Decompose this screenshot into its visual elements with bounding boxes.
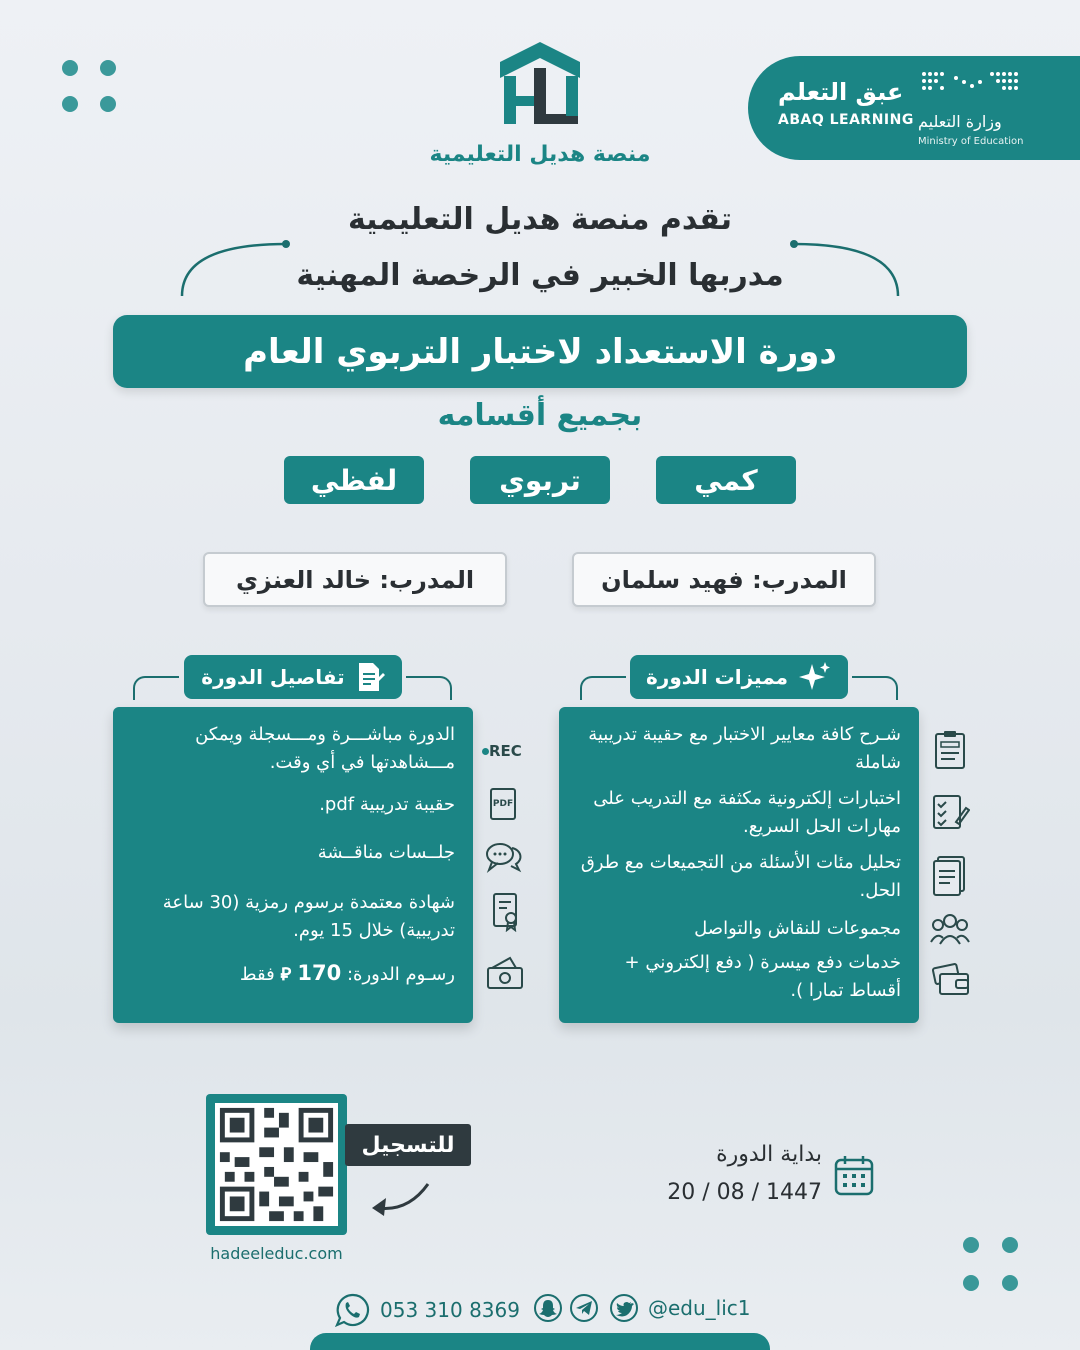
detail-item: شهادة معتمدة برسوم رمزية (30 ساعة تدريبية) خلال 15 يوم. [162, 892, 455, 941]
website-link[interactable]: hadeeleduc.com [210, 1244, 343, 1263]
trainer-box-1 [572, 552, 876, 607]
trainer-name: المدرب: خالد العنزي [235, 565, 475, 594]
course-title-bar [113, 315, 967, 388]
telegram-icon[interactable] [570, 1294, 598, 1322]
feature-item: اختبارات إلكترونية مكثفة مع التدريب على مهارات الحل السريع. [593, 788, 901, 837]
phone-number[interactable]: 053 310 8369 [380, 1298, 520, 1322]
arrow-icon [368, 1178, 434, 1222]
qr-code-icon [215, 1103, 338, 1226]
bottom-bar [310, 1333, 770, 1350]
course-subtitle: بجميع أقسامه [437, 398, 643, 433]
riyal-icon: ⃁ [280, 964, 298, 985]
rec-icon [482, 742, 522, 760]
intro-line-2: مدربها الخبير في الرخصة المهنية [296, 258, 784, 293]
moe-name-en: Ministry of Education [918, 136, 1024, 147]
features-card [559, 707, 919, 1023]
decor-dot [963, 1237, 979, 1253]
features-tab [630, 655, 848, 699]
section-pill-educational: تربوي [470, 456, 610, 504]
feature-item: شـرح كافة معايير الاختبار مع حقيبة تدريبية شاملة [588, 724, 901, 773]
decor-dot [963, 1275, 979, 1291]
details-tab [184, 655, 402, 699]
decor-dot [100, 96, 116, 112]
analysis-icon [930, 855, 970, 897]
intro-line-1: تقدم منصة هديل التعليمية [347, 202, 733, 237]
fee-amount: 170 [297, 961, 342, 985]
money-icon [484, 954, 526, 992]
trainer-box-2 [203, 552, 507, 607]
snapchat-icon[interactable] [534, 1294, 562, 1322]
contact-row [330, 1290, 760, 1330]
document-icon [355, 661, 385, 693]
section-pill-verbal: لفظي [284, 456, 424, 504]
decor-line [133, 676, 179, 700]
twitter-icon[interactable] [610, 1294, 638, 1322]
rec-label: REC [489, 742, 522, 760]
course-title: دورة الاستعداد لاختبار التربوي العام [243, 331, 837, 372]
section-pill-quantitative: كمي [656, 456, 796, 504]
moe-name-ar: وزارة التعليم [918, 112, 1002, 131]
decor-dot [62, 60, 78, 76]
course-start [640, 1140, 880, 1220]
exam-icon [932, 730, 968, 770]
details-card [113, 707, 473, 1023]
start-date: 20 / 08 / 1447 [667, 1180, 822, 1205]
pdf-label: PDF [492, 799, 514, 809]
abaq-name-en: ABAQ LEARNING [778, 112, 914, 128]
moe-logo-icon [920, 70, 1020, 100]
decor-dot [1002, 1275, 1018, 1291]
decor-line [580, 676, 626, 700]
trainer-name: المدرب: فهيد سلمان [601, 565, 847, 594]
decor-dot [100, 60, 116, 76]
partner-badge [748, 56, 1080, 160]
feature-item: خدمات دفع ميسرة ( دفع إلكتروني + أقساط تمارا ). [624, 952, 901, 1001]
checklist-icon [930, 792, 970, 832]
fee-prefix: رسـوم الدورة: [341, 964, 455, 985]
platform-name: منصة هديل التعليمية [429, 142, 651, 167]
calendar-icon [834, 1154, 874, 1196]
registration-qr-code[interactable] [206, 1094, 347, 1235]
start-label: بداية الدورة [716, 1142, 822, 1167]
detail-item: جلــسات مناقــشة [317, 842, 455, 863]
whatsapp-icon[interactable] [334, 1292, 370, 1328]
sparkle-icon [798, 660, 832, 694]
detail-item: الدورة مباشـــرة ومـــسجلة ويمكن مـــشاهدتها في أي وقت. [195, 724, 455, 773]
certificate-icon [492, 892, 522, 932]
decor-line [406, 676, 452, 700]
details-tab-label: تفاصيل الدورة [201, 665, 345, 689]
feature-item: مجموعات للنقاش والتواصل [694, 918, 901, 939]
pdf-icon [490, 788, 516, 820]
abaq-name-ar: عبق التعلم [778, 78, 904, 106]
decor-dot [1002, 1237, 1018, 1253]
course-fee [125, 959, 455, 989]
social-handle[interactable]: @edu_lic1 [648, 1296, 751, 1320]
feature-item: تحليل مئات الأسئلة من التجميعات مع طرق الحل. [580, 852, 901, 901]
decor-line [852, 676, 898, 700]
decor-dot [62, 96, 78, 112]
register-label: للتسجيل [345, 1124, 471, 1166]
users-group-icon [930, 912, 970, 946]
hadeel-logo-icon [490, 38, 590, 138]
wallet-card-icon [932, 962, 970, 996]
features-tab-label: مميزات الدورة [646, 665, 788, 689]
fee-suffix: فقط [239, 964, 281, 985]
chat-bubbles-icon [484, 840, 524, 874]
detail-item: حقيبة تدريبية pdf. [319, 794, 455, 815]
